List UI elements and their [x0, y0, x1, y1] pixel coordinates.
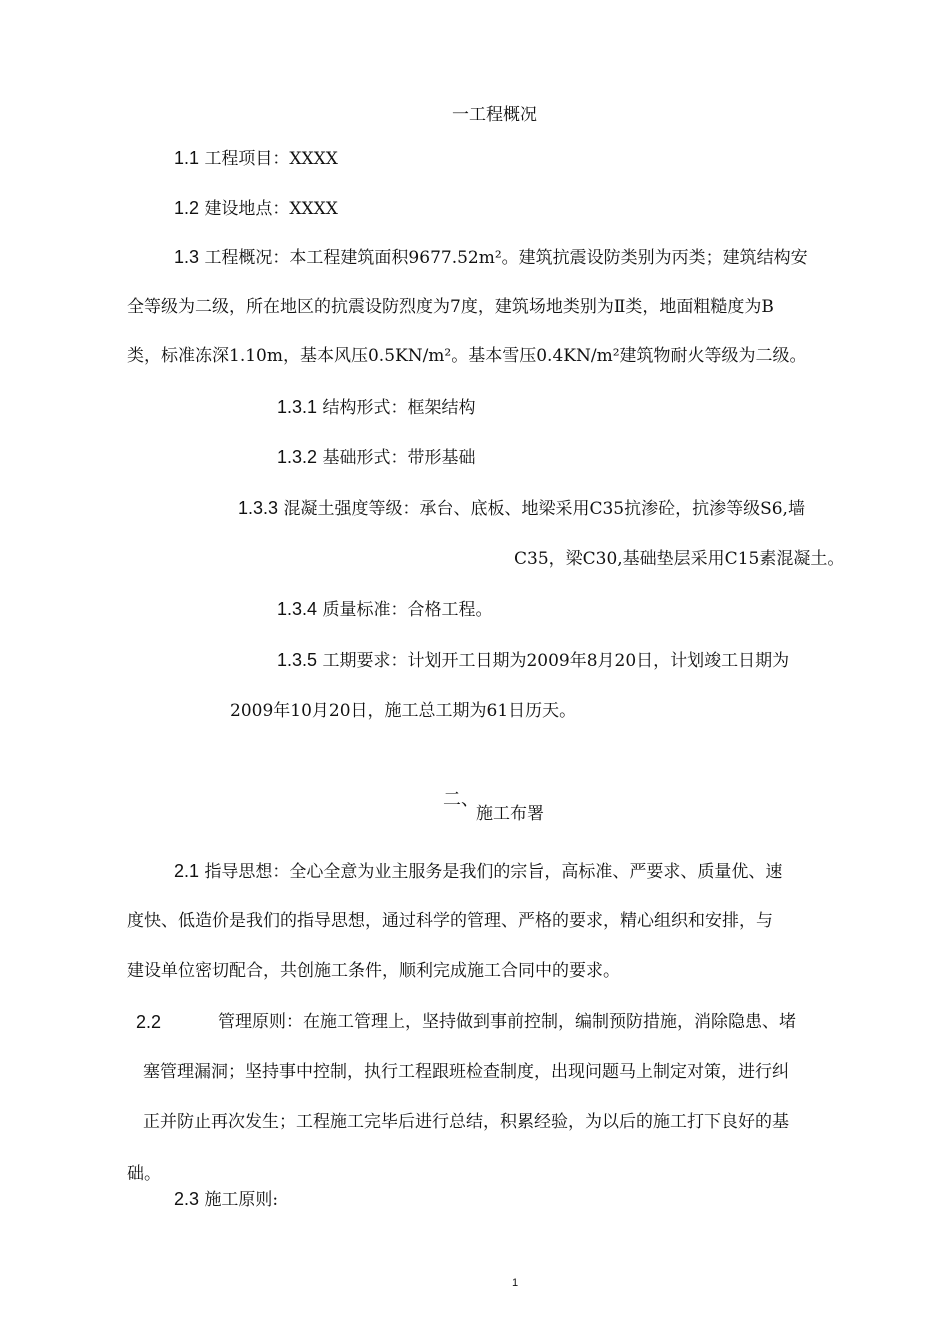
item-text: 基础形式：带形基础: [322, 448, 476, 468]
item-1-3-5-line-1: [277, 648, 789, 673]
section2-title: 施工布署: [476, 804, 544, 824]
item-1-3-line-1: [174, 245, 808, 270]
item-2-2-line-3: 正并防止再次发生；工程施工完毕后进行总结，积累经验，为以后的施工打下良好的基: [143, 1112, 789, 1132]
item-number: 2.1: [174, 861, 200, 881]
item-number: 2.3: [174, 1189, 200, 1209]
item-2-3: [174, 1187, 278, 1212]
page-number: 1: [512, 1277, 519, 1289]
item-1-3-3-line-2: C35，梁C30,基础垫层采用C15素混凝土。: [514, 549, 845, 569]
item-2-2-line-2: 塞管理漏洞；坚持事中控制，执行工程跟班检查制度，出现问题马上制定对策，进行纠: [143, 1062, 789, 1082]
item-number: 1.3.5: [277, 650, 318, 670]
item-1-1: [174, 146, 338, 171]
item-text: 混凝土强度等级：承台、底板、地梁采用C35抗渗砼，抗渗等级S6,墙: [283, 499, 805, 519]
item-number: 1.1: [174, 148, 200, 168]
item-2-2-number: [136, 1010, 161, 1035]
item-1-3-4: [277, 597, 492, 622]
item-2-1-line-1: [174, 859, 782, 884]
item-number: 1.3.4: [277, 599, 318, 619]
item-number: 1.2: [174, 198, 200, 218]
item-1-3-2: [277, 445, 475, 470]
section2-title-prefix: 二、: [443, 789, 479, 810]
item-number: 1.3: [174, 247, 200, 267]
item-number: 1.3.2: [277, 447, 318, 467]
item-1-3-line-2: 全等级为二级，所在地区的抗震设防烈度为7度，建筑场地类别为Ⅱ类，地面粗糙度为B: [127, 297, 774, 317]
item-text: 工程概况：本工程建筑面积9677.52m²。建筑抗震设防类别为丙类；建筑结构安: [204, 248, 808, 268]
item-1-3-line-3: 类，标准冻深1.10m，基本风压0.5KN/m²。基本雪压0.4KN/m²建筑物耐火等级为二级。: [127, 346, 807, 366]
item-text: 质量标准：合格工程。: [322, 600, 493, 620]
item-2-1-line-3: 建设单位密切配合，共创施工条件，顺利完成施工合同中的要求。: [127, 961, 620, 981]
item-2-2-line-1: 管理原则：在施工管理上，坚持做到事前控制，编制预防措施，消除隐患、堵: [218, 1012, 796, 1032]
item-1-3-1: [277, 395, 475, 420]
item-2-2-line-4: 础。: [127, 1164, 161, 1184]
item-text: 工期要求：计划开工日期为2009年8月20日，计划竣工日期为: [322, 651, 790, 671]
item-number: 1.3.3: [238, 498, 279, 518]
item-text: 施工原则:: [204, 1190, 279, 1210]
item-1-2: [174, 196, 338, 221]
item-1-3-5-line-2: 2009年10月20日，施工总工期为61日历天。: [230, 701, 577, 721]
item-number: 2.2: [136, 1012, 162, 1032]
item-number: 1.3.1: [277, 397, 318, 417]
item-text: 工程项目：XXXX: [204, 149, 338, 169]
item-text: 建设地点：XXXX: [204, 199, 338, 219]
item-1-3-3-line-1: [238, 496, 805, 521]
item-2-1-line-2: 度快、低造价是我们的指导思想，通过科学的管理、严格的要求，精心组织和安排，与: [127, 911, 773, 931]
item-text: 结构形式：框架结构: [322, 398, 476, 418]
section1-title: 一工程概况: [452, 105, 537, 125]
item-text: 指导思想：全心全意为业主服务是我们的宗旨，高标准、严要求、质量优、速: [204, 862, 783, 882]
